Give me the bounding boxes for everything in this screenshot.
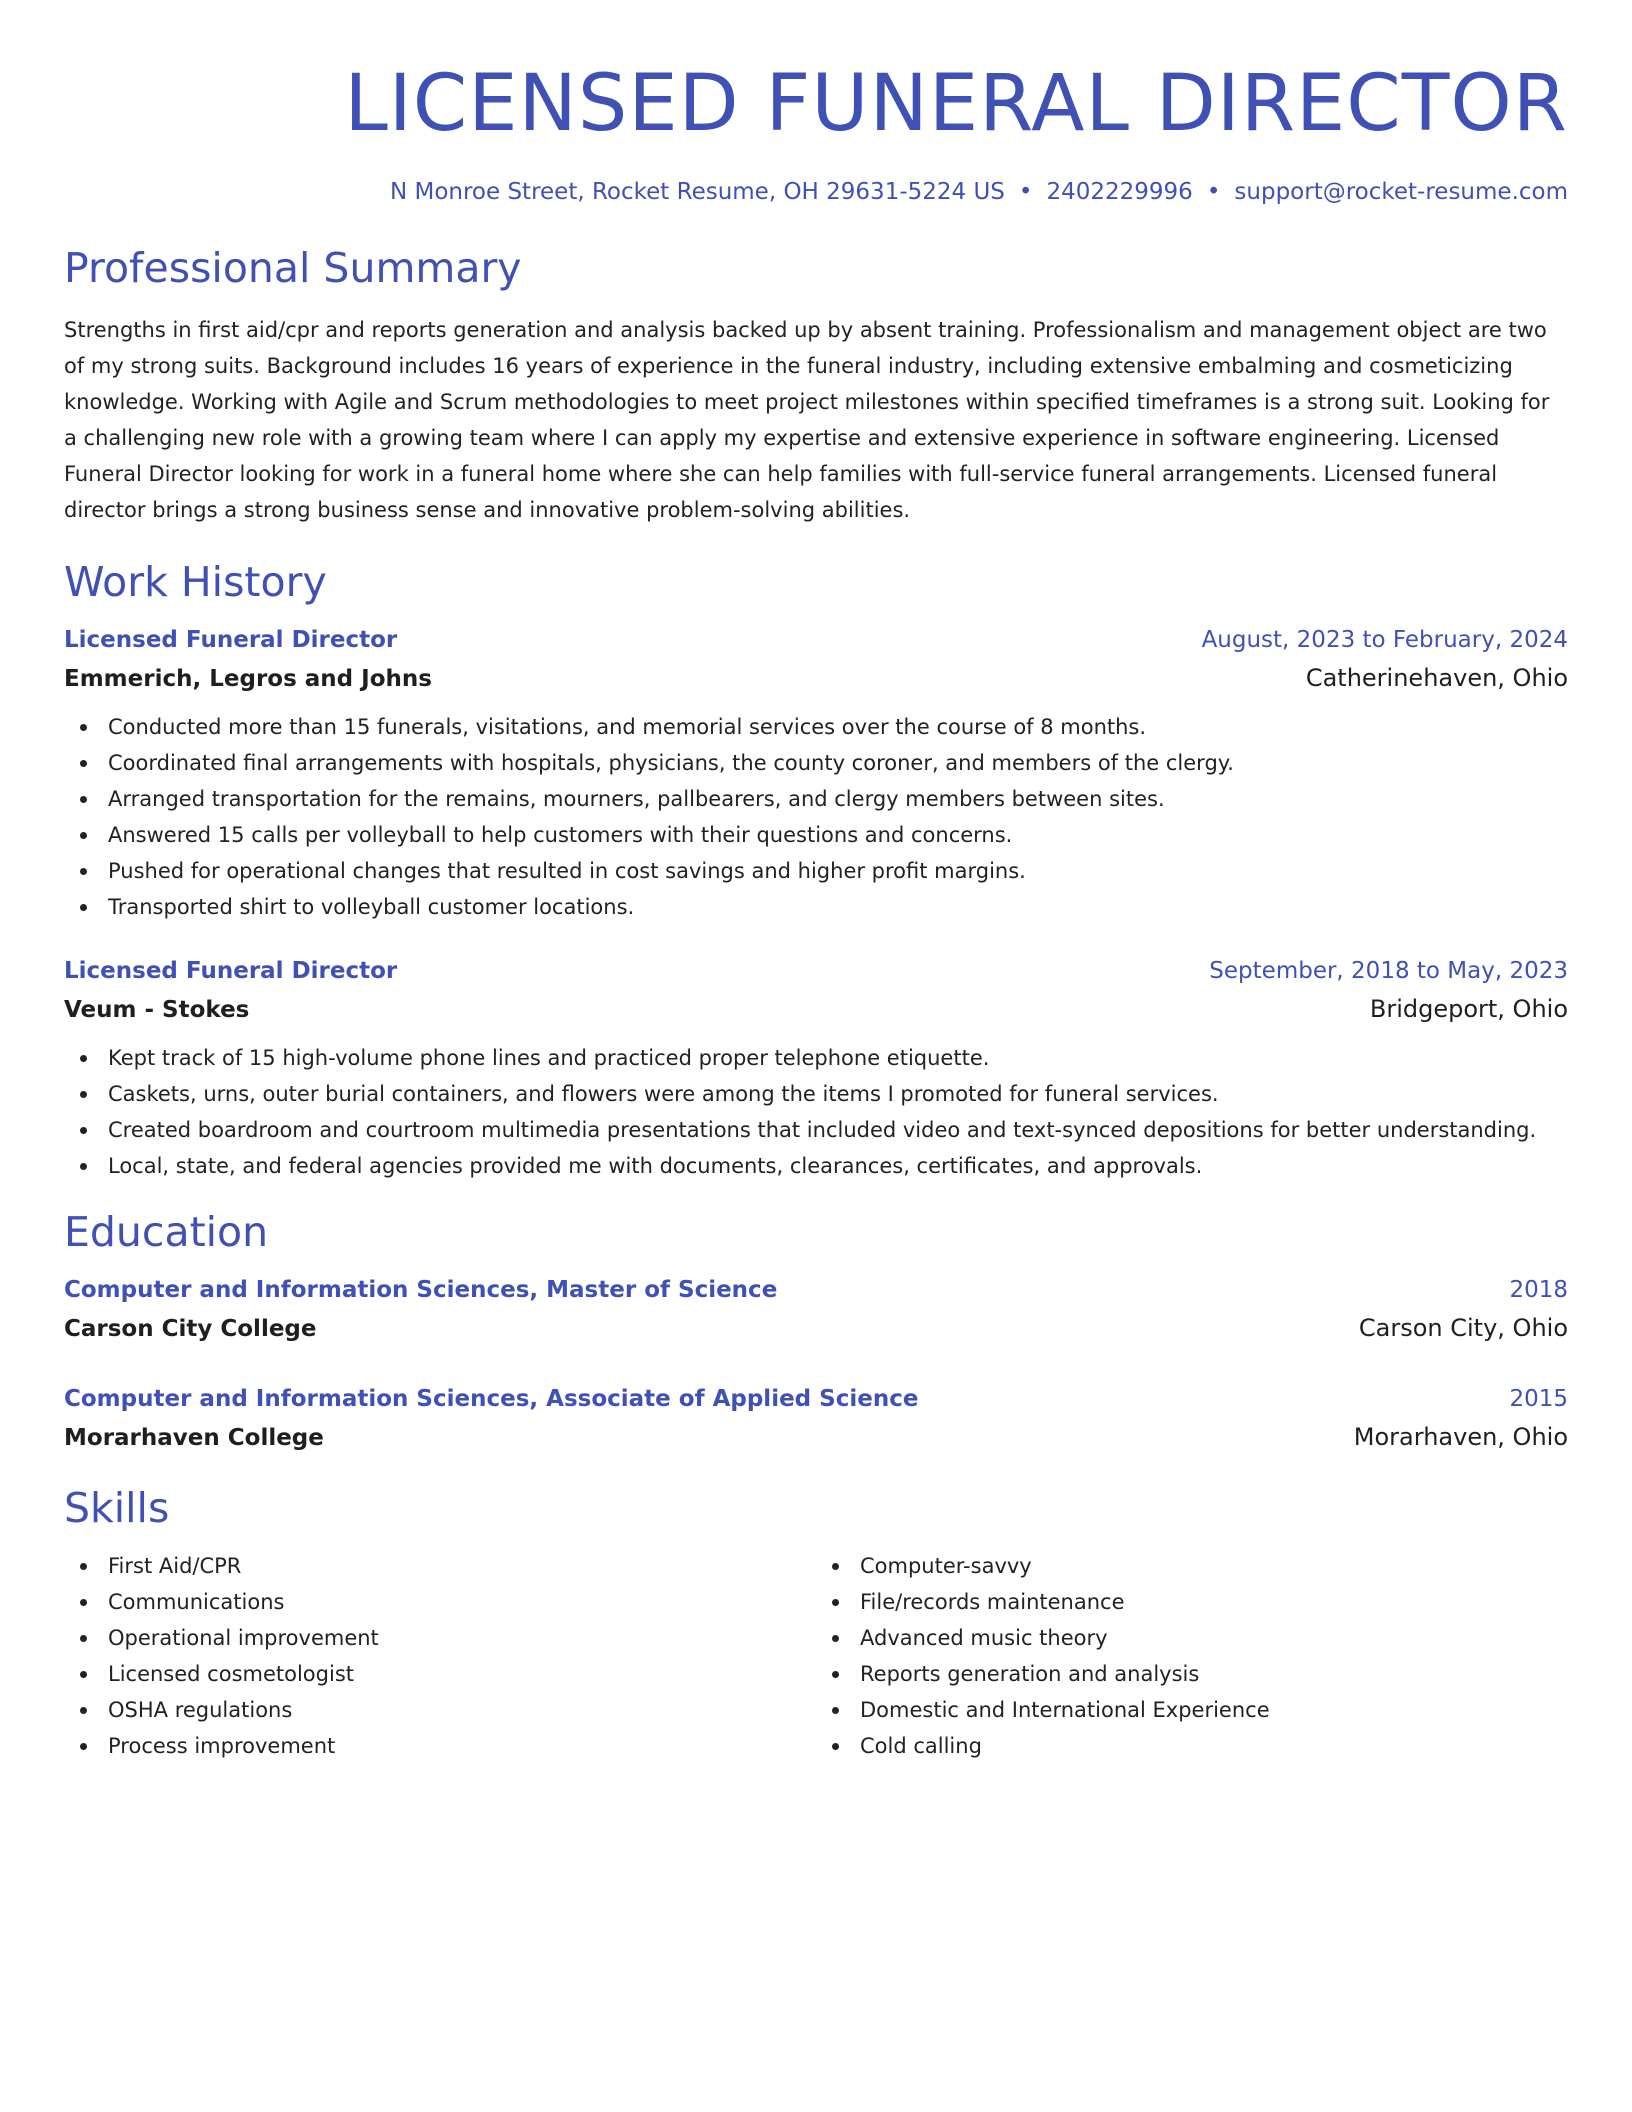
education-subheader bbox=[64, 1308, 1568, 1349]
skill-item: Cold calling bbox=[860, 1728, 1568, 1764]
job-location: Catherinehaven, Ohio bbox=[1305, 664, 1568, 692]
education-heading: Education bbox=[64, 1208, 269, 1256]
job-bullet: Conducted more than 15 funerals, visitations, and memorial services over the course of 8 months. bbox=[108, 709, 1568, 745]
skill-item: Communications bbox=[108, 1584, 816, 1620]
skill-item: Computer-savvy bbox=[860, 1548, 1568, 1584]
job-bullet: Kept track of 15 high-volume phone lines and practiced proper telephone etiquette. bbox=[108, 1040, 1568, 1076]
job-bullets bbox=[64, 709, 1568, 925]
education-header bbox=[64, 1381, 1568, 1417]
education-school: Carson City College bbox=[64, 1316, 317, 1342]
education-school: Morarhaven College bbox=[64, 1425, 324, 1451]
contact-line bbox=[64, 176, 1568, 208]
job-location: Bridgeport, Ohio bbox=[1369, 995, 1568, 1023]
skills-heading: Skills bbox=[64, 1484, 170, 1532]
education-location: Morarhaven, Ohio bbox=[1353, 1423, 1568, 1451]
skills-columns bbox=[64, 1548, 1568, 1764]
job-bullet: Answered 15 calls per volleyball to help customers with their questions and concerns. bbox=[108, 817, 1568, 853]
job-bullet: Local, state, and federal agencies provided me with documents, clearances, certificates, and approvals. bbox=[108, 1148, 1568, 1184]
summary-heading: Professional Summary bbox=[64, 244, 522, 292]
skill-item: OSHA regulations bbox=[108, 1692, 816, 1728]
skill-item: Advanced music theory bbox=[860, 1620, 1568, 1656]
job-role: Licensed Funeral Director bbox=[64, 627, 398, 653]
education-entry bbox=[64, 1272, 1568, 1349]
job-bullet: Pushed for operational changes that resulted in cost savings and higher profit margins. bbox=[108, 853, 1568, 889]
summary-text: Strengths in first aid/cpr and reports generation and analysis backed up by absent training. Professionalism and management object are two of my strong suits. Background includes 16 years of experience in the funeral industry, including extensive embalming and cosmeticizing knowledge. Working with Agile and Scrum methodologies to meet project milestones within specified timeframes is a strong suit. Looking for a challenging new role with a growing team where I can apply my expertise and extensive experience in software engineering. Licensed Funeral Director looking for work in a funeral home where she can help families with full-service funeral arrangements. Licensed funeral director brings a strong business sense and innovative problem-solving abilities. bbox=[64, 318, 1550, 522]
job-subheader bbox=[64, 658, 1568, 699]
job-entry bbox=[64, 953, 1568, 1184]
contact-separator: • bbox=[1206, 179, 1221, 205]
job-company: Emmerich, Legros and Johns bbox=[64, 666, 432, 692]
contact-phone: 2402229996 bbox=[1046, 179, 1193, 205]
education-degree: Computer and Information Sciences, Associate of Applied Science bbox=[64, 1386, 919, 1412]
job-bullet: Created boardroom and courtroom multimedia presentations that included video and text-synced depositions for better understanding. bbox=[108, 1112, 1568, 1148]
skills-list-right bbox=[816, 1548, 1568, 1764]
job-bullet: Caskets, urns, outer burial containers, and flowers were among the items I promoted for funeral services. bbox=[108, 1076, 1568, 1112]
job-entry bbox=[64, 622, 1568, 925]
skills-list-left bbox=[64, 1548, 816, 1764]
skill-item: File/records maintenance bbox=[860, 1584, 1568, 1620]
job-company: Veum - Stokes bbox=[64, 997, 250, 1023]
job-dates: August, 2023 to February, 2024 bbox=[1201, 627, 1568, 653]
contact-separator: • bbox=[1018, 179, 1033, 205]
job-dates: September, 2018 to May, 2023 bbox=[1209, 958, 1568, 984]
job-header bbox=[64, 622, 1568, 658]
job-bullet: Transported shirt to volleyball customer locations. bbox=[108, 889, 1568, 925]
education-entry bbox=[64, 1381, 1568, 1458]
education-location: Carson City, Ohio bbox=[1358, 1314, 1568, 1342]
skill-item: First Aid/CPR bbox=[108, 1548, 816, 1584]
job-role: Licensed Funeral Director bbox=[64, 958, 398, 984]
job-header bbox=[64, 953, 1568, 989]
skill-item: Operational improvement bbox=[108, 1620, 816, 1656]
skill-item: Licensed cosmetologist bbox=[108, 1656, 816, 1692]
skill-item: Domestic and International Experience bbox=[860, 1692, 1568, 1728]
job-subheader bbox=[64, 989, 1568, 1030]
skill-item: Reports generation and analysis bbox=[860, 1656, 1568, 1692]
education-degree: Computer and Information Sciences, Master of Science bbox=[64, 1277, 778, 1303]
work-history-heading: Work History bbox=[64, 558, 327, 606]
skill-item: Process improvement bbox=[108, 1728, 816, 1764]
education-year: 2015 bbox=[1509, 1386, 1568, 1412]
job-bullet: Arranged transportation for the remains, mourners, pallbearers, and clergy members between sites. bbox=[108, 781, 1568, 817]
job-bullets bbox=[64, 1040, 1568, 1184]
contact-email: support@rocket-resume.com bbox=[1234, 179, 1568, 205]
resume-title: LICENSED FUNERAL DIRECTOR bbox=[344, 59, 1568, 149]
education-header bbox=[64, 1272, 1568, 1308]
education-subheader bbox=[64, 1417, 1568, 1458]
job-bullet: Coordinated final arrangements with hospitals, physicians, the county coroner, and members of the clergy. bbox=[108, 745, 1568, 781]
education-year: 2018 bbox=[1509, 1277, 1568, 1303]
contact-address: N Monroe Street, Rocket Resume, OH 29631-5224 US bbox=[389, 179, 1005, 205]
